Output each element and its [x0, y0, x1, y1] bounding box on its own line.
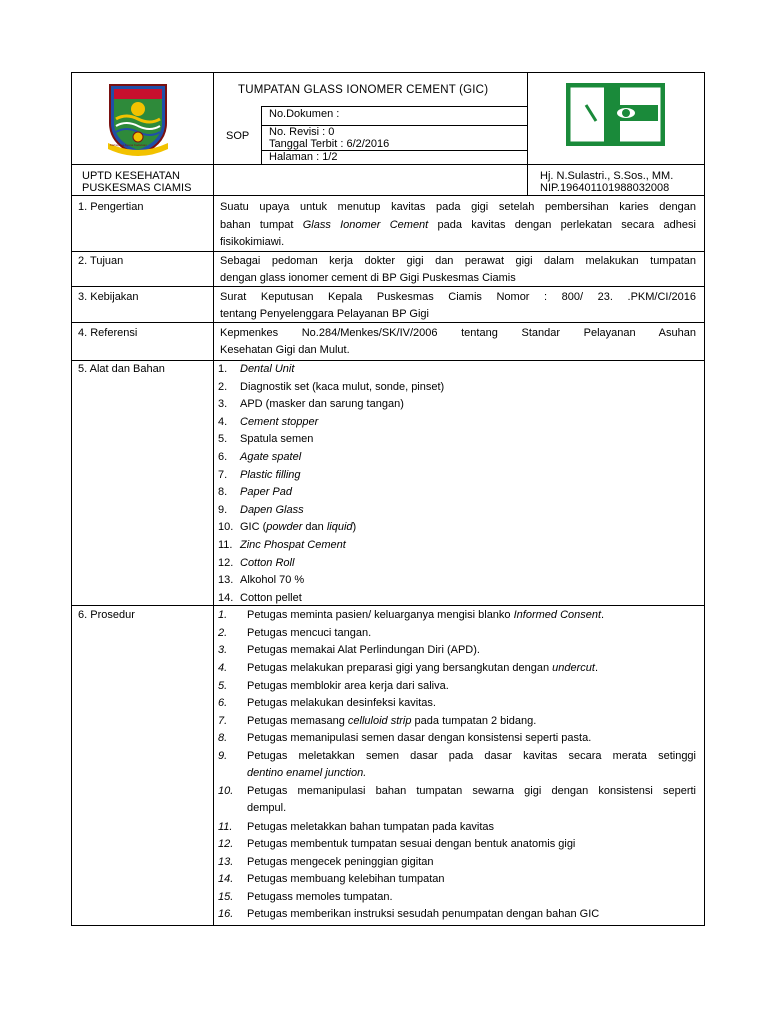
prosedur-step-number: 14. [218, 873, 234, 885]
prosedur-step-text: Petugas memakai Alat Perlindungan Diri (APD). [247, 644, 480, 656]
section-label-referensi: 4. Referensi [78, 327, 138, 339]
alat-item-number: 12. [218, 557, 234, 569]
signatory-nip: NIP.196401101988032008 [540, 182, 670, 194]
alat-item-text: Zinc Phospat Cement [240, 539, 346, 551]
prosedur-step-text: Petugas melakukan preparasi gigi yang bersangkutan dengan undercut. [247, 662, 599, 674]
alat-item-number: 9. [218, 504, 228, 516]
sop-label: SOP [226, 130, 250, 142]
kebijakan-line2: tentang Penyelenggara Pelayanan BP Gigi [220, 308, 429, 320]
prosedur-step-number: 16. [218, 908, 234, 920]
alat-item-number: 7. [218, 469, 228, 481]
prosedur-step-number: 6. [218, 697, 228, 709]
alat-item-number: 4. [218, 416, 228, 428]
alat-item-text: Agate spatel [240, 451, 302, 463]
prosedur-step-text: Petugas memblokir area kerja dari saliva. [247, 680, 449, 692]
section-label-kebijakan: 3. Kebijakan [78, 291, 139, 303]
prosedur-step-text: Petugas membentuk tumpatan sesuai dengan bentuk anatomis gigi [247, 838, 576, 850]
prosedur-step-number: 3. [218, 644, 228, 656]
prosedur-step-text: Petugas mengecek peninggian gigitan [247, 856, 434, 868]
prosedur-step-text: Petugas meletakkan bahan tumpatan pada kavitas [247, 821, 495, 833]
alat-item-number: 13. [218, 574, 234, 586]
section-label-tujuan: 2. Tujuan [78, 255, 124, 267]
alat-item-text: Diagnostik set (kaca mulut, sonde, pinset) [240, 381, 445, 393]
alat-item-text: GIC (powder dan liquid) [240, 521, 357, 533]
alat-item-text: Alkohol 70 % [240, 574, 305, 586]
prosedur-step-text: Petugas mencuci tangan. [247, 627, 372, 639]
prosedur-step-number: 2. [218, 627, 228, 639]
alat-item-number: 3. [218, 398, 228, 410]
alat-item-text: Cotton Roll [240, 557, 295, 569]
alat-item-number: 1. [218, 363, 228, 375]
prosedur-step-number: 12. [218, 838, 234, 850]
alat-item-text: APD (masker dan sarung tangan) [240, 398, 404, 410]
alat-item-text: Paper Pad [240, 486, 292, 498]
section-label-prosedur: 6. Prosedur [78, 609, 135, 621]
document-title: TUMPATAN GLASS IONOMER CEMENT (GIC) [238, 84, 489, 96]
prosedur-step-text: Petugas memanipulasi semen dasar dengan konsistensi seperti pasta. [247, 732, 592, 744]
prosedur-step-text: Petugas memberikan instruksi sesudah penumpatan dengan bahan GIC [247, 908, 600, 920]
unit-name-line1: UPTD KESEHATAN [82, 170, 180, 182]
prosedur-step-number: 10. [218, 785, 234, 797]
prosedur-step-text: Petugas melakukan desinfeksi kavitas. [247, 697, 436, 709]
unit-name-line2: PUSKESMAS CIAMIS [82, 182, 192, 194]
prosedur-step-continuation: dentino enamel junction. [247, 767, 367, 779]
tujuan-line2: dengan glass ionomer cement di BP Gigi Puskesmas Ciamis [220, 272, 516, 284]
prosedur-step-number: 5. [218, 680, 228, 692]
prosedur-step-text: Petugas meminta pasien/ keluarganya mengisi blanko Informed Consent. [247, 609, 605, 621]
section-label-alat: 5. Alat dan Bahan [78, 363, 165, 375]
issue-date-field: Tanggal Terbit : 6/2/2016 [269, 138, 390, 150]
prosedur-step-text: Petugas memanipulasi bahan tumpatan sewarna gigi dengan konsistensi seperti [247, 785, 696, 797]
alat-item-number: 8. [218, 486, 228, 498]
alat-item-number: 2. [218, 381, 228, 393]
pengertian-line3: fisikokimiawi. [220, 236, 285, 248]
alat-item-text: Dental Unit [240, 363, 295, 375]
logo-banner-text: KAB. CIAMIS [127, 80, 152, 85]
prosedur-step-number: 4. [218, 662, 228, 674]
alat-item-number: 11. [218, 539, 233, 551]
pengertian-line2: bahan tumpat Glass Ionomer Cement pada kavitas dengan perlekatan secara adhesi [220, 219, 696, 231]
alat-item-number: 5. [218, 433, 228, 445]
logo-motto-text: Mahayuna Ayuna Kadatuan [110, 143, 147, 147]
pengertian-line1: Suatu upaya untuk menutup kavitas pada gigi setelah pembersihan karies dengan [220, 201, 696, 213]
section-label-pengertian: 1. Pengertian [78, 201, 144, 213]
tujuan-line1: Sebagai pedoman kerja dokter gigi dan perawat gigi dalam melakukan tumpatan [220, 255, 696, 267]
prosedur-step-number: 8. [218, 732, 228, 744]
referensi-line1: Kepmenkes No.284/Menkes/SK/IV/2006 tentang Standar Pelayanan Asuhan [220, 327, 696, 339]
prosedur-step-number: 7. [218, 715, 228, 727]
alat-item-number: 10. [218, 521, 234, 533]
prosedur-step-number: 11. [218, 821, 233, 833]
prosedur-step-number: 15. [218, 891, 234, 903]
puskesmas-logo-icon [566, 83, 665, 146]
prosedur-step-text: Petugas meletakkan semen dasar pada dasar kavitas secara merata setinggi [247, 750, 696, 762]
doc-number-field: No.Dokumen : [269, 108, 340, 120]
referensi-line2: Kesehatan Gigi dan Mulut. [220, 344, 350, 356]
signatory-name: Hj. N.Sulastri., S.Sos., MM. [540, 170, 674, 182]
prosedur-step-text: Petugas memasang celluloid strip pada tumpatan 2 bidang. [247, 715, 537, 727]
prosedur-step-text: Petugas membuang kelebihan tumpatan [247, 873, 445, 885]
alat-item-number: 14. [218, 592, 234, 604]
alat-item-text: Cement stopper [240, 416, 319, 428]
page-field: Halaman : 1/2 [269, 151, 338, 163]
kebijakan-line1: Surat Keputusan Kepala Puskesmas Ciamis Nomor : 800/ 23. .PKM/CI/2016 [220, 291, 696, 303]
alat-item-text: Spatula semen [240, 433, 314, 445]
alat-item-number: 6. [218, 451, 228, 463]
alat-item-text: Cotton pellet [240, 592, 302, 604]
prosedur-step-number: 9. [218, 750, 228, 762]
revision-field: No. Revisi : 0 [269, 126, 335, 138]
prosedur-step-number: 13. [218, 856, 234, 868]
prosedur-step-number: 1. [218, 609, 228, 621]
prosedur-step-text: Petugass memoles tumpatan. [247, 891, 393, 903]
alat-item-text: Plastic filling [240, 469, 301, 481]
prosedur-step-continuation: dempul. [247, 802, 287, 814]
alat-item-text: Dapen Glass [240, 504, 304, 516]
